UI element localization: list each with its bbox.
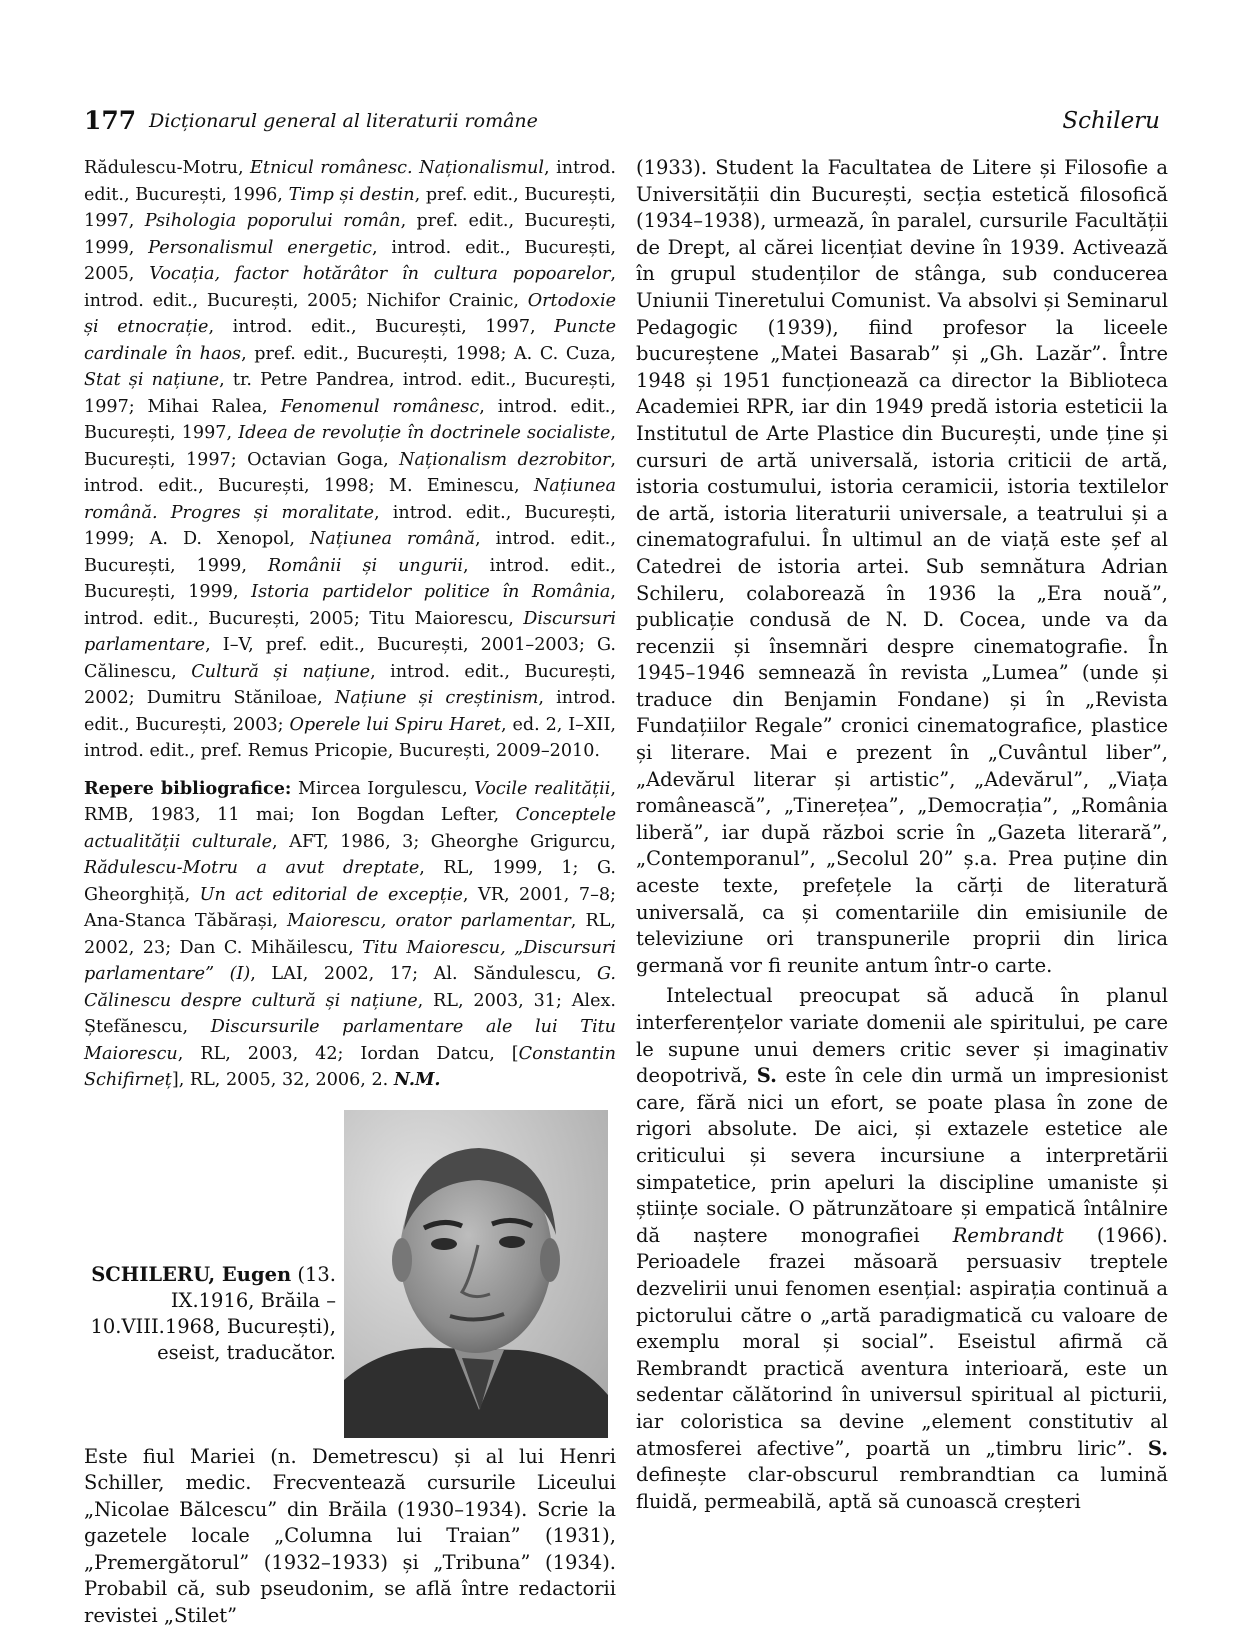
bib-segment: , introd. edit., București, 1997, [208, 317, 555, 337]
body-segment: este în cele din urmă un impresionist care, fără nici un efort, se poate plasa în zone de rigori absolute. De aici, și extazele estetice ale criticului și severa incursiune a interpretării simpatetice, prin apeluri la discipline umaniste și științe sociale. O pătrunzătoare și empatică întâlnire dă naștere monografiei [636, 1064, 1169, 1247]
bib-segment: , introd. edit., București, 1999, [84, 529, 616, 576]
work-title: Rembrandt [952, 1223, 1064, 1247]
entry-dates: (13. IX.1916, Brăila – 10.VIII.1968, București), eseist, traducător. [90, 1262, 336, 1364]
bib-title: Personalismul energetic [148, 237, 372, 258]
page-number: 177 [84, 106, 137, 135]
bib-title: Stat și națiune [84, 370, 220, 390]
ref-title: Constantin Schifirneț [84, 1043, 616, 1090]
portrait-photo [344, 1110, 608, 1438]
bib-segment: , introd. edit., București, 1999; A. D. Xenopol, [84, 502, 616, 549]
entry-block [84, 1110, 616, 1444]
body-segment: Intelectual preocupat să aducă în planul interferențelor variate domenii ale spiritului, pe care le supune unui demers critic sever și imaginativ deopotrivă, [636, 984, 1168, 1088]
bib-title: Națiunea română. Progres și moralitate [84, 476, 616, 523]
references-section [84, 776, 616, 1094]
bib-segment: , tr. Petre Pandrea, introd. edit., București, 1997; Mihai Ralea, [84, 370, 617, 417]
ref-segment: , RL, 2002, 23; Dan C. Mihăilescu, [84, 911, 616, 958]
ref-segment: , RL, 1999, 1; G. Gheorghiță, [84, 858, 616, 905]
ref-segment: , RL, 2003, 31; Alex. Ștefănescu, [84, 990, 616, 1037]
ref-title: Maiorescu, orator parlamentar [287, 911, 571, 931]
bib-title: Discursuri parlamentare [84, 608, 616, 655]
ref-title: Rădulescu-Motru a avut dreptate [84, 858, 420, 878]
entry-body-right-paragraph-2 [636, 983, 1168, 1515]
entry-heading [84, 1262, 336, 1366]
ref-title: Titu Maiorescu, „Discursuri parlamentare” (I) [84, 937, 616, 984]
bib-segment: , introd. edit., București, 2002; Dumitru Stăniloae, [84, 661, 616, 708]
bib-title: Naționalism dezrobitor [399, 449, 611, 470]
bib-segment: , introd. edit., București, 2005; Titu Maiorescu, [84, 582, 616, 629]
right-column [636, 155, 1168, 1515]
left-column [84, 155, 616, 1630]
bib-segment: , introd. edit., București, 2003; [84, 688, 616, 735]
entry-body-left: Este fiul Mariei (n. Demetrescu) și al lui Henri Schiller, medic. Frecventează cursurile Liceului „Nicolae Bălcescu” din Brăila (1930–1934). Scrie la gazetele locale „Columna lui Traian” (1931), „Premergătorul” (1932–1933) și „Tribuna” (1934). Probabil că, sub pseudonim, se află între redactorii revistei „Stilet” [84, 1444, 616, 1628]
bib-title: Cultură și națiune [191, 661, 371, 682]
bib-title: Vocația, factor hotărâtor în cultura popoarelor [149, 264, 611, 284]
bib-title: Puncte cardinale în haos [84, 317, 616, 364]
entry-abbreviation: S. [756, 1064, 777, 1088]
bib-segment: , pref. edit., București, 1999, [84, 211, 616, 258]
bib-title: Ideea de revoluție în doctrinele socialiste [238, 423, 611, 443]
ref-title: Conceptele actualității culturale [84, 805, 616, 852]
entry-abbreviation: S. [1147, 1436, 1168, 1460]
bib-segment: , introd. edit., București, 1996, [84, 158, 616, 205]
bib-title: Psihologia poporului român [144, 211, 401, 231]
bib-title: Națiune și creștinism [334, 688, 539, 708]
ref-title: G. Călinescu despre cultură și națiune [84, 964, 616, 1011]
ref-title: Discursurile parlamentare ale lui Titu Maiorescu [84, 1017, 616, 1064]
bib-title: Istoria partidelor politice în România [251, 582, 611, 602]
bib-title: Ortodoxie și etnocrație [84, 290, 616, 337]
ref-segment: ], RL, 2005, 32, 2006, 2. [171, 1070, 394, 1090]
bib-segment: , ed. 2, I–XII, introd. edit., pref. Remus Pricopie, București, 2009–2010. [84, 714, 616, 761]
bib-title: Etnicul românesc. Naționalismul [250, 158, 545, 178]
bibliography-list [84, 155, 616, 765]
bib-title: Timp și destin [288, 184, 415, 205]
portrait-image [344, 1110, 608, 1438]
bib-title: Fenomenul românesc [280, 396, 480, 417]
body-segment: definește clar-obscurul rembrandtian ca lumină fluidă, permeabilă, aptă să cunoască creșteri [636, 1463, 1168, 1513]
entry-body-right-paragraph-1: (1933). Student la Facultatea de Litere și Filosofie a Universității din București, secția estetică filosofică (1934–1938), urmează, în paralel, cursurile Facultății de Drept, al cărei licențiat devine în 1939. Activează în grupul studenților de stânga, sub conducerea Uniunii Tineretului Comunist. Va absolvi și Seminarul Pedagogic (1939), fiind profesor la liceele bucureștene „Matei Basarab” și „Gh. Lazăr”. Între 1948 și 1951 funcționează ca director la Biblioteca Academiei RPR, iar din 1949 predă istoria esteticii la Institutul de Arte Plastice din București, unde ține și cursuri de artă universală, istoria criticii de artă, istoria costumului, istoria ceramicii, istoria textilelor de artă, istoria literaturii universale, a teatrului și a cinematografului. În ultimul an de viață este șef al Catedrei de istoria artei. Sub semnătura Adrian Schileru, colaborează în 1936 la „Era nouă”, publicație condusă de N. D. Cocea, unde va da recenzii și însemnări despre cinematografie. În 1945–1946 semnează în revista „Lumea” (unde și traduce din Benjamin Fondane) și în „Revista Fundațiilor Regale” cronici cinematografice, plastice și literare. Mai e prezent în „Cuvântul liber”, „Adevărul literar și artistic”, „Adevărul”, „Viața românească”, „Tinerețea”, „Democrația”, „România liberă”, iar după război scrie în „Gazeta literară”, „Contemporanul”, „Secolul 20” ș.a. Prea puține din aceste texte, prefețele la cărți de literatură universală, ca și comentariile din emisiunile de televiziune ori transpunerile proprii din lirica germană vor fi reunite antum într-o carte. [636, 156, 1168, 977]
ref-title: Un act editorial de excepție [199, 884, 463, 905]
body-segment: (1966). Perioadele frazei măsoară persuasiv treptele dezvelirii unui fenomen esențial: aspirația continuă a pictorului către o „artă paradigmatică cu valoare de exemplu moral și social”. Eseistul afirmă că Rembrandt practică aventura interioară, este un sedentar călătorind în universul spiritual al picturii, iar coloristica sa devine „element constitutiv al atmosferei afective”, poartă un „timbru liric”. [636, 1223, 1168, 1460]
ref-segment: , RMB, 1983, 11 mai; Ion Bogdan Lefter, [84, 778, 616, 825]
bib-segment: , pref. edit., București, 1998; A. C. Cuza, [241, 343, 616, 364]
running-title: Dicționarul general al literaturii române [149, 110, 538, 132]
bib-segment: , introd. edit., București, 1997, [84, 396, 616, 443]
bib-segment: , București, 1997; Octavian Goga, [84, 423, 616, 470]
ref-segment: , AFT, 1986, 3; Gheorghe Grigurcu, [272, 831, 616, 852]
bib-title: Națiunea română [309, 529, 476, 549]
ref-segment: , RL, 2003, 42; Iordan Datcu, [ [177, 1043, 519, 1064]
ref-segment: , LAI, 2002, 17; Al. Săndulescu, [250, 964, 597, 984]
ref-segment: Mircea Iorgulescu, [291, 778, 475, 799]
bib-segment: , I–V, pref. edit., București, 2001–2003; G. Călinescu, [84, 635, 616, 682]
ref-segment: , VR, 2001, 7–8; Ana-Stanca Tăbărași, [84, 884, 616, 931]
bib-title: Operele lui Spiru Haret [289, 714, 501, 735]
bib-segment: , pref. edit., București, 1997, [84, 184, 616, 231]
bib-segment: , introd. edit., București, 1999, [84, 555, 617, 602]
bib-segment: , introd. edit., București, 1998; M. Eminescu, [84, 449, 616, 496]
running-head: Schileru [1062, 108, 1160, 134]
bib-segment: , introd. edit., București, 2005, [84, 237, 616, 284]
author-initials: N.M. [393, 1069, 441, 1090]
bib-segment: Rădulescu-Motru, [84, 158, 251, 178]
bib-title: Românii și ungurii [267, 555, 464, 576]
headword: SCHILERU, Eugen [91, 1262, 292, 1286]
references-label: Repere bibliografice: [84, 777, 292, 799]
bib-segment: , introd. edit., București, 2005; Nichifor Crainic, [84, 264, 617, 311]
page-header [84, 106, 1160, 142]
ref-title: Vocile realității [474, 778, 611, 799]
